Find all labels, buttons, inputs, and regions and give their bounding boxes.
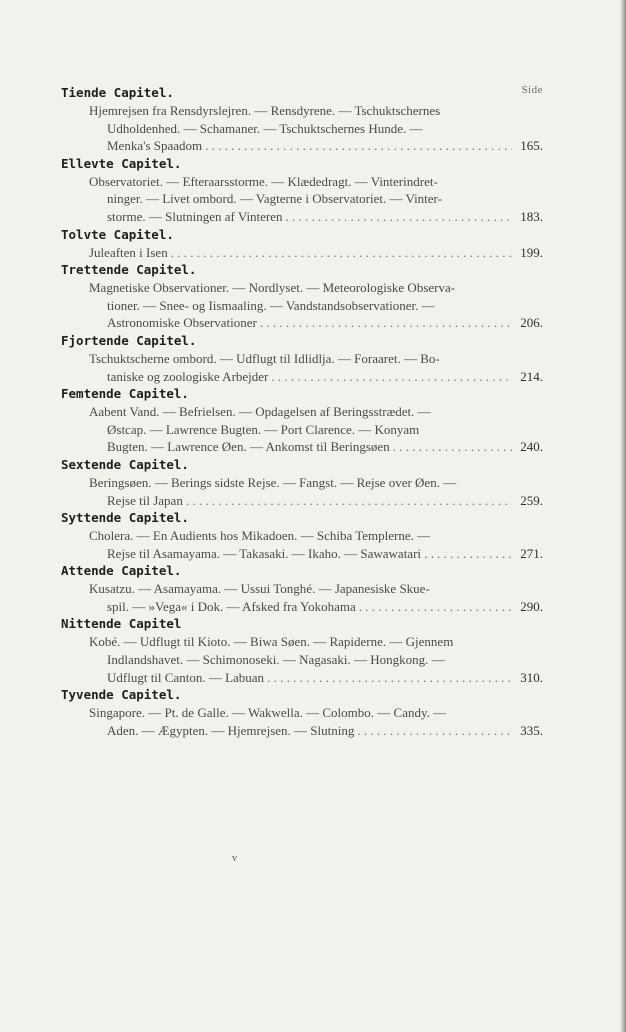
page-edge-shadow [620,0,626,1032]
chapter-last-line [89,545,543,563]
chapter-description [61,403,543,456]
chapter-description [61,704,543,739]
chapter-heading: Sextende Capitel. [61,456,189,472]
chapter-last-line [89,208,543,226]
page-number: 335. [520,722,543,738]
page-number: 271. [520,545,543,561]
chapter-line: Singapore. — Pt. de Galle. — Wakwella. — Colombo. — Candy. — [89,705,447,721]
chapter-description [61,102,543,155]
chapter-heading: Nittende Capitel [61,616,182,632]
page-number: 199. [520,244,543,260]
chapter-line-text: spil. — »Vega« i Dok. — Afsked fra Yokohama [107,598,356,614]
dot-leader [286,208,512,226]
dot-leader [205,137,512,155]
page-number: 259. [520,492,543,508]
chapter-line-text: Juleaften i Isen [89,244,168,260]
chapter-entry [61,155,543,226]
chapter-heading: Fjortende Capitel. [61,332,197,348]
dot-leader [359,598,512,616]
chapter-description [61,279,543,332]
dot-leader [267,669,512,687]
chapter-entry [61,509,543,562]
chapter-line: ninger. — Livet ombord. — Vagterne i Observatoriet. — Vinter- [107,191,442,207]
chapter-heading: Femtende Capitel. [61,386,189,402]
chapter-entry [61,84,543,155]
chapter-last-line [89,137,543,155]
dot-leader [171,244,512,262]
chapter-line: Østcap. — Lawrence Bugten. — Port Clarence. — Konyam [107,421,420,437]
chapter-last-line [89,438,543,456]
page-number: 240. [520,439,543,455]
chapter-last-line [89,244,543,262]
chapter-heading: Trettende Capitel. [61,262,197,278]
chapter-description [61,350,543,385]
chapter-line: Kusatzu. — Asamayama. — Ussui Tonghé. — Japanesiske Skue- [89,581,430,597]
chapter-description [61,474,543,509]
chapter-line: Indlandshavet. — Schimonoseki. — Nagasaki. — Hongkong. — [107,652,445,668]
chapter-line-text: Menka's Spaadom [107,138,203,154]
chapter-line-text: Rejse til Asamayama. — Takasaki. — Ikaho. — Sawawatari . . [107,545,435,561]
chapter-heading: Attende Capitel. [61,563,182,579]
chapter-line-text: Aden. — Ægypten. — Hjemrejsen. — Slutning [107,722,355,738]
dot-leader [271,368,512,386]
chapter-line-text: Udflugt til Canton. — Labuan [107,669,265,685]
chapter-last-line [89,598,543,616]
page-number: 206. [520,315,543,331]
chapter-entry [61,385,543,456]
chapter-entry [61,615,543,686]
chapter-last-line [89,722,543,740]
chapter-entry [61,332,543,385]
chapter-description [61,173,543,226]
chapter-description [61,244,543,262]
chapter-line: Beringsøen. — Berings sidste Rejse. — Fangst. — Rejse over Øen. — [89,474,457,490]
chapter-entry [61,261,543,332]
table-of-contents [61,84,543,739]
chapter-entry [61,226,543,262]
chapter-description [61,633,543,686]
chapter-entry [61,456,543,509]
chapter-heading: Tiende Capitel. [61,85,174,100]
chapter-line: tioner. — Snee- og Iismaaling. — Vandstandsobservationer. — [107,297,435,313]
dot-leader [357,722,512,740]
chapter-heading: Tyvende Capitel. [61,687,182,703]
page-number: 183. [520,208,543,224]
dot-leader [437,545,512,563]
chapter-line: Magnetiske Observationer. — Nordlyset. — Meteorologiske Observa- [89,280,456,296]
chapter-line: Tschuktscherne ombord. — Udflugt til Idlidlja. — Foraaret. — Bo- [89,350,440,366]
chapter-last-line [89,492,543,510]
chapter-entry [61,686,543,739]
chapter-list [61,84,543,739]
page-number: 290. [520,598,543,614]
chapter-heading: Ellevte Capitel. [61,155,182,171]
page-number: 165. [520,138,543,154]
chapter-line: Udholdenhed. — Schamaner. — Tschuktschernes Hunde. — [107,120,423,136]
dot-leader [186,492,512,510]
chapter-line: Observatoriet. — Efteraarsstorme. — Klædedragt. — Vinterindret- [89,173,438,189]
chapter-heading: Syttende Capitel. [61,510,189,526]
chapter-line-text: taniske og zoologiske Arbejder [107,368,269,384]
chapter-last-line [89,669,543,687]
chapter-description [61,580,543,615]
chapter-heading: Tolvte Capitel. [61,226,174,242]
chapter-last-line [89,368,543,386]
chapter-line-text: storme. — Slutningen af Vinteren [107,208,283,224]
chapter-line-text: Bugten. — Lawrence Øen. — Ankomst til Beringsøen [107,439,390,455]
chapter-line: Hjemrejsen fra Rensdyrslejren. — Rensdyrene. — Tschuktschernes [89,103,441,118]
chapter-entry [61,562,543,615]
chapter-line: Cholera. — En Audients hos Mikadoen. — Schiba Templerne. — [89,528,431,544]
chapter-line-text: Astronomiske Observationer [107,315,257,331]
stray-mark: v [232,853,237,864]
page-number: 310. [520,669,543,685]
chapter-last-line [89,314,543,332]
side-column-label: Side [521,84,543,96]
chapter-description [61,527,543,562]
page-number: 214. [520,368,543,384]
dot-leader [260,314,512,332]
dot-leader [393,438,512,456]
chapter-line: Aabent Vand. — Befrielsen. — Opdagelsen af Beringsstrædet. — [89,404,431,420]
chapter-line-text: Rejse til Japan [107,492,183,508]
chapter-line: Kobé. — Udflugt til Kioto. — Biwa Søen. — Rapiderne. — Gjennem [89,634,454,650]
